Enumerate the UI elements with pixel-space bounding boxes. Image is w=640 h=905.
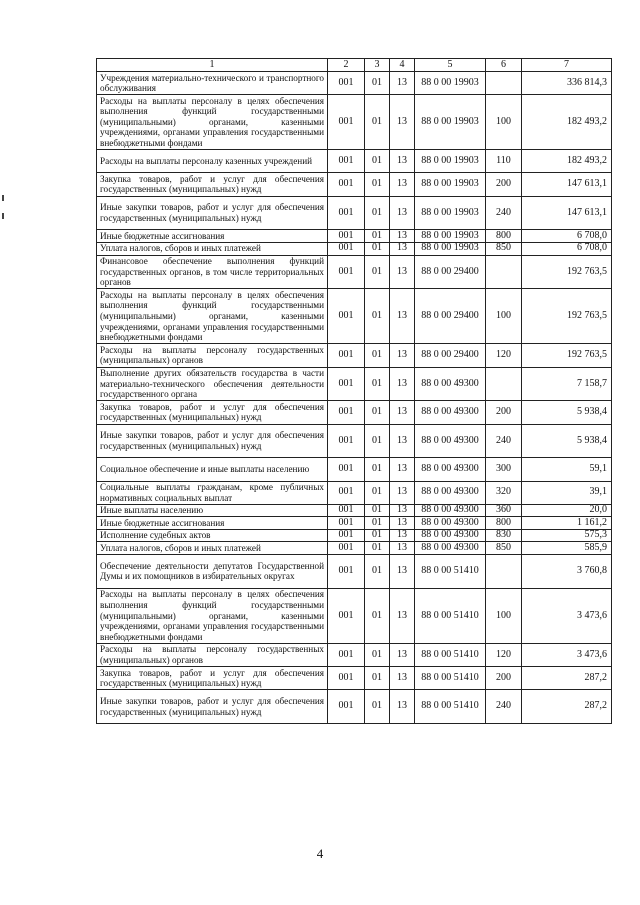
table-row [97, 367, 612, 401]
row-subsection-cell: 13 [390, 667, 415, 690]
row-target-article-cell: 88 0 00 49300 [415, 458, 486, 481]
row-subsection-cell: 13 [390, 196, 415, 230]
row-section-cell: 01 [365, 424, 390, 458]
row-subsection-cell: 13 [390, 401, 415, 424]
row-name-cell: Финансовое обеспечение выполнения функций государственных органов, в том числе территориальных органов [97, 255, 328, 289]
table-row [97, 72, 612, 95]
table-row [97, 95, 612, 150]
row-code-cell: 001 [328, 588, 365, 643]
row-name-cell: Расходы на выплаты персоналу государственных (муниципальных) органов [97, 643, 328, 666]
row-amount-cell: 1 161,2 [522, 517, 612, 530]
row-target-article-cell: 88 0 00 19903 [415, 95, 486, 150]
header-col-3: 3 [365, 59, 390, 72]
row-target-article-cell: 88 0 00 49300 [415, 529, 486, 542]
row-subsection-cell: 13 [390, 458, 415, 481]
scan-margin-mark [2, 213, 4, 219]
row-expense-type-cell: 100 [486, 289, 522, 344]
row-name-cell: Расходы на выплаты персоналу в целях обеспечения выполнения функций государственными (муниципальными) органами, казенными учреждениями, органами управления государственными внебюджетными фондами [97, 289, 328, 344]
row-expense-type-cell [486, 72, 522, 95]
row-code-cell: 001 [328, 667, 365, 690]
row-amount-cell: 59,1 [522, 458, 612, 481]
row-name-cell: Иные закупки товаров, работ и услуг для обеспечения государственных (муниципальных) нужд [97, 690, 328, 724]
row-subsection-cell: 13 [390, 95, 415, 150]
row-code-cell: 001 [328, 242, 365, 255]
row-name-cell: Иные выплаты населению [97, 504, 328, 517]
row-code-cell: 001 [328, 255, 365, 289]
table-row [97, 542, 612, 555]
table-row [97, 588, 612, 643]
row-section-cell: 01 [365, 196, 390, 230]
row-code-cell: 001 [328, 458, 365, 481]
row-amount-cell: 5 938,4 [522, 424, 612, 458]
row-section-cell: 01 [365, 150, 390, 173]
row-subsection-cell: 13 [390, 529, 415, 542]
row-target-article-cell: 88 0 00 49300 [415, 481, 486, 504]
row-amount-cell: 39,1 [522, 481, 612, 504]
row-expense-type-cell: 800 [486, 517, 522, 530]
row-section-cell: 01 [365, 344, 390, 367]
row-section-cell: 01 [365, 255, 390, 289]
row-amount-cell: 336 814,3 [522, 72, 612, 95]
row-code-cell: 001 [328, 196, 365, 230]
row-amount-cell: 192 763,5 [522, 289, 612, 344]
row-subsection-cell: 13 [390, 367, 415, 401]
row-name-cell: Расходы на выплаты персоналу в целях обеспечения выполнения функций государственными (муниципальными) органами, казенными учреждениями, органами управления государственными внебюджетными фондами [97, 588, 328, 643]
row-name-cell: Учреждения материально-технического и транспортного обслуживания [97, 72, 328, 95]
header-col-7: 7 [522, 59, 612, 72]
row-expense-type-cell: 830 [486, 529, 522, 542]
row-amount-cell: 147 613,1 [522, 196, 612, 230]
row-section-cell: 01 [365, 173, 390, 196]
row-expense-type-cell: 200 [486, 401, 522, 424]
row-section-cell: 01 [365, 481, 390, 504]
table-row [97, 424, 612, 458]
row-subsection-cell: 13 [390, 230, 415, 243]
table-row [97, 196, 612, 230]
row-code-cell: 001 [328, 542, 365, 555]
row-name-cell: Обеспечение деятельности депутатов Государственной Думы и их помощников в избирательных округах [97, 555, 328, 589]
row-amount-cell: 6 708,0 [522, 242, 612, 255]
row-expense-type-cell [486, 255, 522, 289]
row-section-cell: 01 [365, 72, 390, 95]
row-target-article-cell: 88 0 00 29400 [415, 344, 486, 367]
row-name-cell: Расходы на выплаты персоналу в целях обеспечения выполнения функций государственными (муниципальными) органами, казенными учреждениями, органами управления государственными внебюджетными фондами [97, 95, 328, 150]
row-code-cell: 001 [328, 289, 365, 344]
row-code-cell: 001 [328, 230, 365, 243]
row-name-cell: Иные закупки товаров, работ и услуг для обеспечения государственных (муниципальных) нужд [97, 424, 328, 458]
row-target-article-cell: 88 0 00 51410 [415, 643, 486, 666]
row-amount-cell: 182 493,2 [522, 95, 612, 150]
row-target-article-cell: 88 0 00 51410 [415, 690, 486, 724]
row-amount-cell: 585,9 [522, 542, 612, 555]
row-subsection-cell: 13 [390, 588, 415, 643]
row-section-cell: 01 [365, 242, 390, 255]
row-amount-cell: 182 493,2 [522, 150, 612, 173]
row-expense-type-cell: 240 [486, 196, 522, 230]
row-name-cell: Закупка товаров, работ и услуг для обеспечения государственных (муниципальных) нужд [97, 401, 328, 424]
row-section-cell: 01 [365, 289, 390, 344]
row-expense-type-cell [486, 555, 522, 589]
row-expense-type-cell [486, 367, 522, 401]
row-section-cell: 01 [365, 504, 390, 517]
row-section-cell: 01 [365, 517, 390, 530]
row-expense-type-cell: 120 [486, 344, 522, 367]
row-section-cell: 01 [365, 458, 390, 481]
row-amount-cell: 287,2 [522, 690, 612, 724]
row-amount-cell: 575,3 [522, 529, 612, 542]
table-row [97, 643, 612, 666]
row-code-cell: 001 [328, 424, 365, 458]
row-target-article-cell: 88 0 00 49300 [415, 401, 486, 424]
header-col-5: 5 [415, 59, 486, 72]
row-expense-type-cell: 850 [486, 542, 522, 555]
header-col-6: 6 [486, 59, 522, 72]
page-number: 4 [316, 846, 324, 861]
table-row [97, 517, 612, 530]
row-section-cell: 01 [365, 367, 390, 401]
row-amount-cell: 3 473,6 [522, 588, 612, 643]
row-name-cell: Социальные выплаты гражданам, кроме публичных нормативных социальных выплат [97, 481, 328, 504]
row-amount-cell: 192 763,5 [522, 255, 612, 289]
row-target-article-cell: 88 0 00 19903 [415, 196, 486, 230]
row-amount-cell: 192 763,5 [522, 344, 612, 367]
budget-table [96, 58, 612, 724]
row-expense-type-cell: 320 [486, 481, 522, 504]
row-code-cell: 001 [328, 690, 365, 724]
table-row [97, 529, 612, 542]
table-row [97, 504, 612, 517]
header-col-4: 4 [390, 59, 415, 72]
row-amount-cell: 20,0 [522, 504, 612, 517]
row-name-cell: Закупка товаров, работ и услуг для обеспечения государственных (муниципальных) нужд [97, 173, 328, 196]
table-row [97, 555, 612, 589]
row-name-cell: Расходы на выплаты персоналу государственных (муниципальных) органов [97, 344, 328, 367]
row-name-cell: Исполнение судебных актов [97, 529, 328, 542]
row-subsection-cell: 13 [390, 504, 415, 517]
row-subsection-cell: 13 [390, 344, 415, 367]
table-row [97, 255, 612, 289]
row-target-article-cell: 88 0 00 19903 [415, 150, 486, 173]
row-subsection-cell: 13 [390, 242, 415, 255]
row-code-cell: 001 [328, 643, 365, 666]
row-amount-cell: 6 708,0 [522, 230, 612, 243]
row-name-cell: Иные бюджетные ассигнования [97, 517, 328, 530]
row-target-article-cell: 88 0 00 19903 [415, 242, 486, 255]
row-target-article-cell: 88 0 00 51410 [415, 667, 486, 690]
row-section-cell: 01 [365, 555, 390, 589]
row-expense-type-cell: 200 [486, 173, 522, 196]
row-name-cell: Уплата налогов, сборов и иных платежей [97, 542, 328, 555]
row-expense-type-cell: 200 [486, 667, 522, 690]
row-subsection-cell: 13 [390, 643, 415, 666]
row-amount-cell: 287,2 [522, 667, 612, 690]
row-subsection-cell: 13 [390, 424, 415, 458]
row-code-cell: 001 [328, 95, 365, 150]
row-target-article-cell: 88 0 00 49300 [415, 504, 486, 517]
row-subsection-cell: 13 [390, 255, 415, 289]
row-target-article-cell: 88 0 00 29400 [415, 289, 486, 344]
table-row [97, 667, 612, 690]
header-col-1: 1 [97, 59, 328, 72]
row-expense-type-cell: 240 [486, 424, 522, 458]
row-code-cell: 001 [328, 367, 365, 401]
row-expense-type-cell: 120 [486, 643, 522, 666]
table-body [97, 72, 612, 724]
row-amount-cell: 3 760,8 [522, 555, 612, 589]
row-expense-type-cell: 110 [486, 150, 522, 173]
row-section-cell: 01 [365, 690, 390, 724]
row-section-cell: 01 [365, 95, 390, 150]
row-code-cell: 001 [328, 481, 365, 504]
row-section-cell: 01 [365, 401, 390, 424]
header-col-2: 2 [328, 59, 365, 72]
table-row [97, 150, 612, 173]
row-name-cell: Иные бюджетные ассигнования [97, 230, 328, 243]
row-code-cell: 001 [328, 344, 365, 367]
row-expense-type-cell: 240 [486, 690, 522, 724]
row-target-article-cell: 88 0 00 19903 [415, 230, 486, 243]
row-target-article-cell: 88 0 00 51410 [415, 588, 486, 643]
row-section-cell: 01 [365, 542, 390, 555]
row-subsection-cell: 13 [390, 690, 415, 724]
row-name-cell: Выполнение других обязательств государства в части материально-технического обеспечения деятельности государственного органа [97, 367, 328, 401]
row-expense-type-cell: 100 [486, 588, 522, 643]
row-code-cell: 001 [328, 72, 365, 95]
row-expense-type-cell: 300 [486, 458, 522, 481]
row-amount-cell: 3 473,6 [522, 643, 612, 666]
row-code-cell: 001 [328, 529, 365, 542]
row-target-article-cell: 88 0 00 49300 [415, 367, 486, 401]
row-section-cell: 01 [365, 643, 390, 666]
row-code-cell: 001 [328, 173, 365, 196]
row-subsection-cell: 13 [390, 555, 415, 589]
table-row [97, 173, 612, 196]
row-name-cell: Расходы на выплаты персоналу казенных учреждений [97, 150, 328, 173]
row-section-cell: 01 [365, 588, 390, 643]
table-row [97, 401, 612, 424]
row-section-cell: 01 [365, 667, 390, 690]
table-row [97, 458, 612, 481]
row-amount-cell: 7 158,7 [522, 367, 612, 401]
row-name-cell: Социальное обеспечение и иные выплаты населению [97, 458, 328, 481]
row-subsection-cell: 13 [390, 481, 415, 504]
row-target-article-cell: 88 0 00 29400 [415, 255, 486, 289]
table-row [97, 690, 612, 724]
row-name-cell: Иные закупки товаров, работ и услуг для обеспечения государственных (муниципальных) нужд [97, 196, 328, 230]
header-row [97, 59, 612, 72]
row-subsection-cell: 13 [390, 542, 415, 555]
row-code-cell: 001 [328, 555, 365, 589]
row-expense-type-cell: 100 [486, 95, 522, 150]
row-subsection-cell: 13 [390, 173, 415, 196]
table-row [97, 289, 612, 344]
table-row [97, 242, 612, 255]
row-section-cell: 01 [365, 230, 390, 243]
row-section-cell: 01 [365, 529, 390, 542]
row-code-cell: 001 [328, 517, 365, 530]
row-name-cell: Уплата налогов, сборов и иных платежей [97, 242, 328, 255]
row-target-article-cell: 88 0 00 49300 [415, 542, 486, 555]
row-amount-cell: 5 938,4 [522, 401, 612, 424]
row-target-article-cell: 88 0 00 49300 [415, 424, 486, 458]
row-expense-type-cell: 360 [486, 504, 522, 517]
row-name-cell: Закупка товаров, работ и услуг для обеспечения государственных (муниципальных) нужд [97, 667, 328, 690]
row-target-article-cell: 88 0 00 51410 [415, 555, 486, 589]
row-target-article-cell: 88 0 00 19903 [415, 173, 486, 196]
row-expense-type-cell: 800 [486, 230, 522, 243]
table-row [97, 481, 612, 504]
row-target-article-cell: 88 0 00 49300 [415, 517, 486, 530]
table-row [97, 344, 612, 367]
row-code-cell: 001 [328, 401, 365, 424]
scan-margin-mark [2, 195, 4, 201]
row-code-cell: 001 [328, 504, 365, 517]
row-subsection-cell: 13 [390, 289, 415, 344]
row-amount-cell: 147 613,1 [522, 173, 612, 196]
row-subsection-cell: 13 [390, 72, 415, 95]
budget-table-container [96, 58, 611, 724]
row-target-article-cell: 88 0 00 19903 [415, 72, 486, 95]
row-subsection-cell: 13 [390, 517, 415, 530]
row-expense-type-cell: 850 [486, 242, 522, 255]
row-code-cell: 001 [328, 150, 365, 173]
table-row [97, 230, 612, 243]
row-subsection-cell: 13 [390, 150, 415, 173]
